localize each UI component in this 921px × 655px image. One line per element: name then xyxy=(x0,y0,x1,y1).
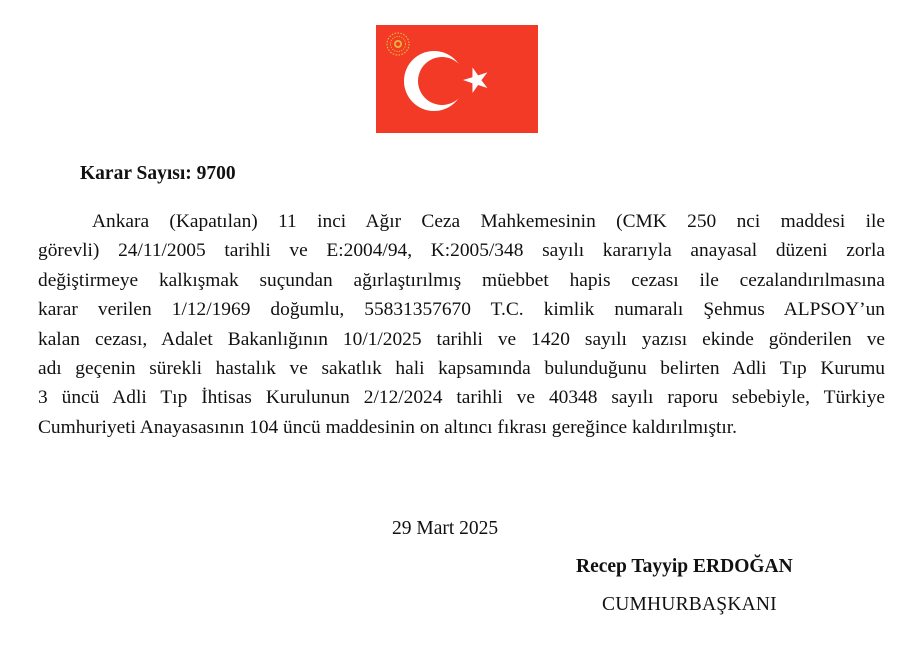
body-line: 3 üncü Adli Tıp İhtisas Kurulunun 2/12/2024 tarihli ve 40348 sayılı raporu sebebiyle, Türkiye xyxy=(38,387,885,409)
signatory-title: CUMHURBAŞKANI xyxy=(602,594,777,615)
decision-date: 29 Mart 2025 xyxy=(392,518,499,539)
body-line: adı geçenin sürekli hastalık ve sakatlık hali kapsamında bulunduğunu belirten Adli Tıp Kurumu xyxy=(38,357,885,379)
body-line: değiştirmeye kalkışmak suçundan ağırlaştırılmış müebbet hapis cezası ile cezalandırılmasına xyxy=(38,269,885,291)
flag-icon xyxy=(376,25,538,133)
body-line: Ankara (Kapatılan) 11 inci Ağır Ceza Mahkemesinin (CMK 250 nci maddesi ile xyxy=(92,211,885,232)
turkish-flag-emblem xyxy=(376,25,538,133)
body-line: kalan cezası, Adalet Bakanlığının 10/1/2025 tarihli ve 1420 sayılı yazısı ekinde gönderilen ve xyxy=(38,328,885,350)
signatory-name: Recep Tayyip ERDOĞAN xyxy=(576,556,793,577)
body-line: görevli) 24/11/2005 tarihli ve E:2004/94, K:2005/348 sayılı kararıyla anayasal düzeni zorla xyxy=(38,240,885,262)
decision-body xyxy=(38,207,885,442)
crescent-inner xyxy=(418,57,466,105)
body-line: Cumhuriyeti Anayasasının 104 üncü maddesinin on altıncı fıkrası gereğince kaldırılmıştır. xyxy=(38,416,737,438)
decision-number: Karar Sayısı: 9700 xyxy=(80,163,236,184)
body-line: karar verilen 1/12/1969 doğumlu, 55831357670 T.C. kimlik numaralı Şehmus ALPSOY’un xyxy=(38,299,885,321)
